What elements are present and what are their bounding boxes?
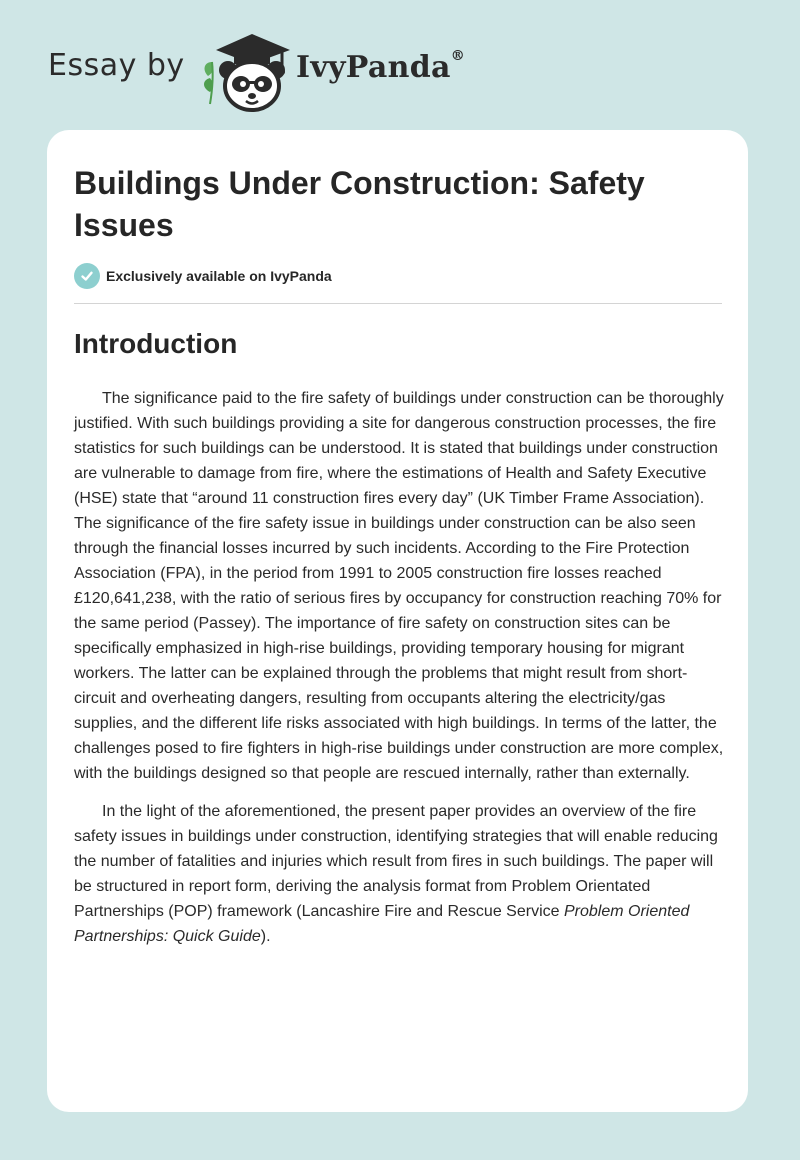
paragraph-2 — [74, 799, 724, 949]
title-divider — [74, 303, 722, 304]
paragraph-1: The significance paid to the fire safety of buildings under construction can be thoroughly justified. With such buildings providing a site for dangerous construction processes, the fire statistics for such buildings can be understood. It is stated that buildings under construction are vulnerable to damage from fire, where the estimations of Health and Safety Executive (HSE) state that “around 11 construction fires every day” (UK Timber Frame Association). The significance of the fire safety issue in buildings under construction can be also seen through the financial losses incurred by such incidents. According to the Fire Protection Association (FPA), in the period from 1991 to 2005 construction fire losses reached £120,641,238, with the ratio of serious fires by occupancy for construction reaching 70% for the same period (Passey). The importance of fire safety on construction sites can be specifically emphasized in high-rise buildings, providing temporary housing for migrant workers. The latter can be explained through the problems that might result from short-circuit and overheating dangers, resulting from occupants altering the electricity/gas supplies, and the different life risks associated with high buildings. In terms of the latter, the challenges posed to fire fighters in high-rise buildings under construction are more complex, with the buildings designed so that people are rescued internally, rather than externally. — [74, 390, 724, 782]
brand-name[interactable]: IvyPanda® — [296, 48, 466, 85]
registered-mark: ® — [450, 48, 466, 64]
page-title: Buildings Under Construction: Safety Issues — [74, 165, 645, 243]
exclusive-badge — [74, 263, 332, 289]
essay-by-label: Essay by — [48, 48, 185, 83]
exclusive-badge-label: Exclusively available on IvyPanda — [106, 268, 332, 284]
paragraph-2-text: In the light of the aforementioned, the present paper provides an overview of the fire safety issues in buildings under construction, identifying strategies that will enable reducing the number of fatalities and injuries which result from fires in such buildings. The paper will be structured in report form, deriving the analysis format from Problem Orientated Partnerships (POP) framework (Lancashire Fire and Rescue Service — [74, 803, 718, 920]
panda-graduate-icon[interactable] — [200, 30, 294, 114]
site-header — [48, 30, 748, 114]
essay-card — [47, 130, 748, 1112]
check-icon — [74, 263, 100, 289]
paragraph-2-end: ). — [260, 928, 271, 945]
citation-title: Problem Oriented Partnerships: Quick Guide — [74, 903, 690, 945]
section-heading-introduction: Introduction — [74, 328, 238, 359]
essay-body — [74, 386, 724, 962]
